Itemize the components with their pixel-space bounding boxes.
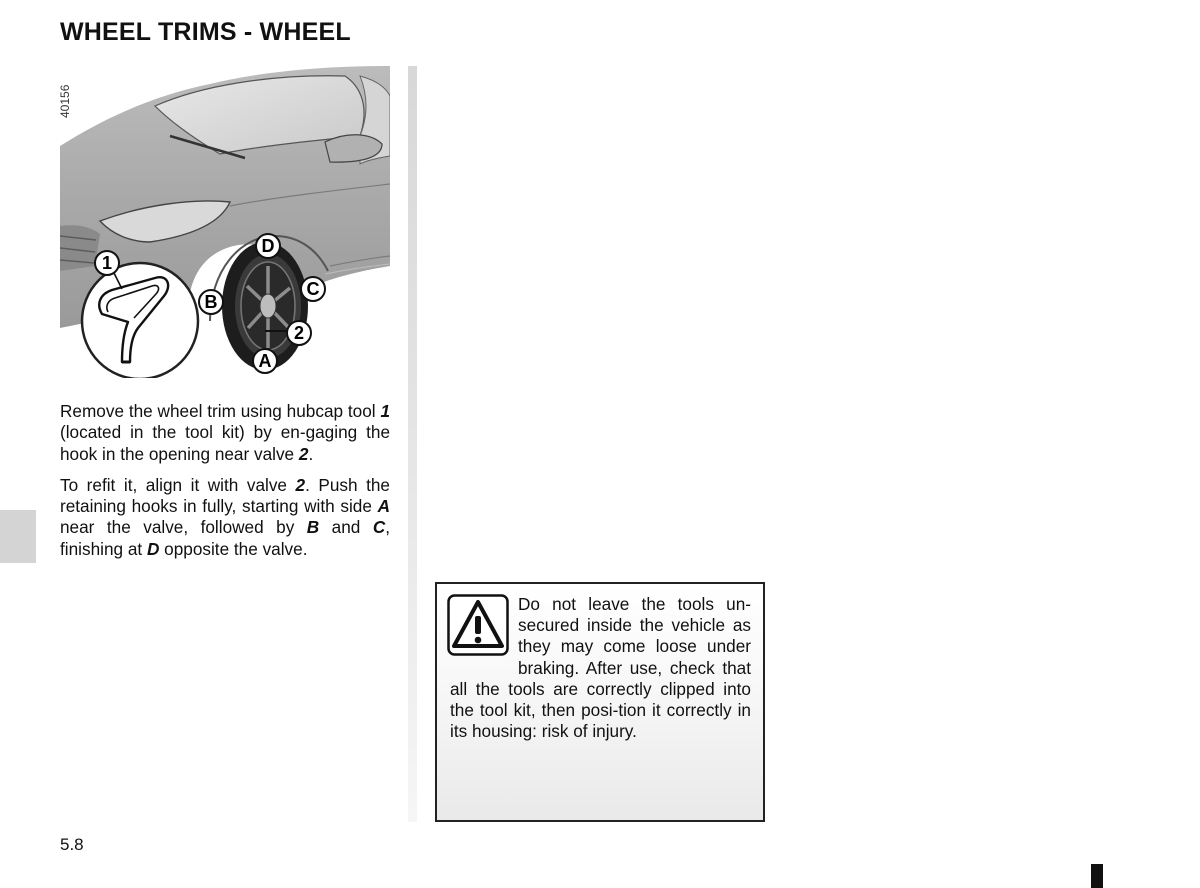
remove-instruction: Remove the wheel trim using hubcap tool 1 (located in the tool kit) by en-gaging the hook in the opening near valve 2. [60,401,390,464]
svg-text:1: 1 [101,253,113,273]
callout-d [256,234,280,258]
column-divider [408,66,417,822]
callout-b [199,290,223,314]
refit-instruction: To refit it, align it with valve 2. Push the retaining hooks in fully, starting with side A near the valve, followed by B and C, finishing at D opposite the valve. [60,474,391,559]
chapter-tab [0,510,36,563]
page-corner-mark [1091,864,1103,888]
figure-reference-number [55,74,75,124]
callout-c [301,277,325,301]
svg-text:B: B [204,292,218,312]
svg-text:D: D [261,236,275,256]
page-number: 5.8 [60,835,84,854]
svg-text:A: A [258,351,272,371]
page-title: WHEEL TRIMS - WHEEL [60,18,351,46]
svg-text:C: C [306,279,320,299]
svg-text:40156: 40156 [58,84,72,118]
callout-2 [287,321,311,345]
wheel-trim-illustration [60,66,390,378]
warning-text: Do not leave the tools un-secured inside the vehicle as they may come loose under braking. After use, check that all the tools are correctly clipped into the tool kit, then posi-tion it correctly in its housing: risk of injury. [450,594,751,742]
svg-text:2: 2 [293,323,305,343]
callout-a [253,349,277,373]
warning-box [435,582,765,822]
instructions-text [60,401,390,570]
